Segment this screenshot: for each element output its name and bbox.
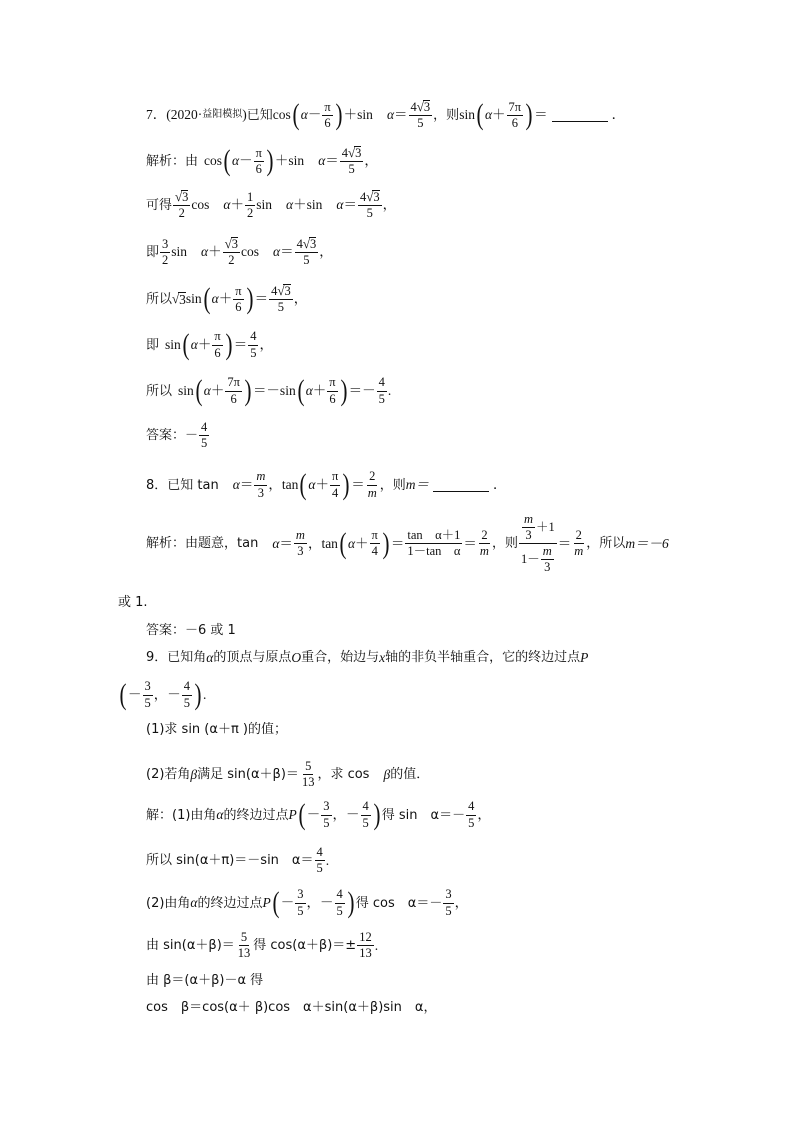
p9-solution-line-1: 解：(1)由角 α 的终边过点 P ( － $\frac{3}{5}$ ， － $\frac{4}{5}$ ) 得 sin α＝－ $\frac{4}{5}$ ， — [146, 798, 491, 831]
p9-point: ( － $\frac{3}{5}$ ， － $\frac{4}{5}$ ) . — [119, 678, 207, 711]
p9-solution-line-3: (2)由角 α 的终边过点 P ( － $\frac{3}{5}$ ， － $\frac{4}{5}$ ) 得 cos α＝－ $\frac{3}{5}$ ， — [146, 886, 469, 919]
p7-solution-line-6: 所以 sin ( α ＋ $\frac{7\pi}{6}$ ) ＝－sin ( α ＋ $\frac{\pi}{6}$ ) ＝－ $\frac{4}{5}$ . — [146, 374, 392, 407]
p7-solution-line-3: 即 $\frac{3}{2}$ sin α ＋ √ 3 2 cos α ＝ 4 √ 3 5 ， — [146, 236, 333, 268]
p7-solution-line-2: 可得 √ 3 2 cos α ＋ $\frac{1}{2}$ sin α ＋sin α ＝ 4 √ 3 5 ， — [146, 189, 397, 221]
answer-blank — [433, 479, 489, 492]
p8-solution: 解析：由题意，tan α ＝ $\frac{m}{3}$ ， tan ( α ＋ $\frac{\pi}{4}$ ) ＝ $\frac{\text{tan α＋1}}{\text{1－tan α}}$ ＝ $\frac{2}{m}$ ，则 $\frac{m}{3}$ ＋1 1－ $\frac{m}{3}$ ＝ $\frac{2}{m}$ ，所以 m＝－6 — [146, 512, 669, 575]
p7-solution-line-5: 即 sin ( α ＋ $\frac{\pi}{6}$ ) ＝ $\frac{4}{5}$ ， — [146, 328, 273, 361]
p9-stem: 9．已知角 α 的顶点与原点 O 重合，始边与 x 轴的非负半轴重合，它的终边过点 P — [146, 649, 589, 665]
p8-answer: 答案：－6 或 1 — [146, 623, 236, 638]
p7-answer: 答案：－ $\frac{4}{5}$ — [146, 420, 208, 451]
p7-solution-line-1: 解析：由 cos ( α － $\frac{\pi}{6}$ ) ＋sin α ＝ 4 √ 3 5 ， — [146, 144, 378, 178]
p7-solution-line-4: 所以 √ 3 sin ( α ＋ $\frac{\pi}{6}$ ) ＝ 4 √ 3 5 ， — [146, 282, 308, 316]
p9-solution-line-5: 由 β＝(α＋β)－α 得 — [146, 973, 264, 988]
p9-solution-line-6: cos β＝cos(α＋ β)cos α＋sin(α＋β)sin α， — [146, 1000, 437, 1015]
p9-question-1: (1)求 sin (α＋π )的值； — [146, 722, 287, 737]
p9-question-2: (2)若角 β 满足 sin(α＋β)＝ $\frac{5}{13}$ ，求 cos β 的值． — [146, 759, 430, 790]
p9-solution-line-2: 所以 sin(α＋π)＝－sin α＝ $\frac{4}{5}$ . — [146, 845, 330, 876]
p9-solution-line-4: 由 sin(α＋β)＝ $\frac{5}{13}$ 得 cos(α＋β)＝± $\frac{12}{13}$ . — [146, 930, 379, 961]
answer-blank — [552, 109, 608, 122]
p8-stem: 8．已知 tan α ＝ $\frac{m}{3}$ ， tan ( α ＋ $\frac{\pi}{4}$ ) ＝ $\frac{2}{m}$ ，则 m＝ ． — [146, 468, 507, 501]
p7-stem: 7． (2020· 益阳模拟 ) 已知 cos ( α － $\frac{\pi}{6}$ ) ＋sin α ＝ 4 √ 3 5 ，则 sin ( α ＋ $\frac{7\pi}{6}$ ) ＝ ． — [146, 98, 626, 132]
p8-solution-continued: 或 1. — [118, 595, 148, 610]
